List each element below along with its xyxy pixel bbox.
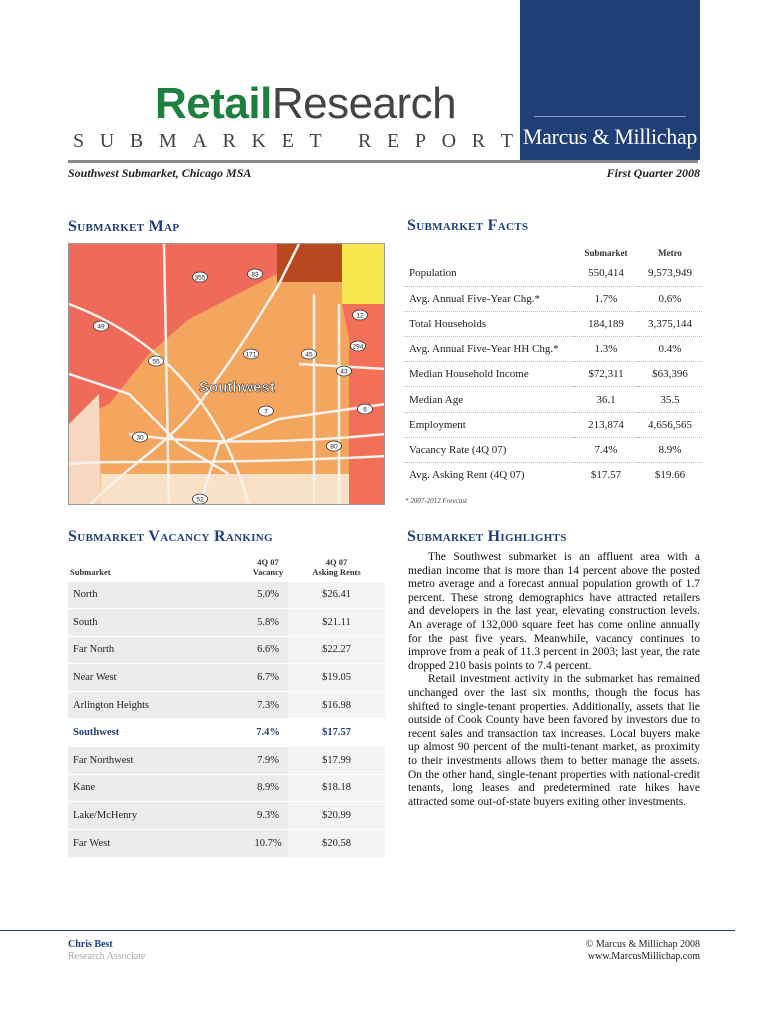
facts-header-submarket: Submarket [584, 248, 628, 258]
subtitle-letter: T [500, 130, 513, 152]
facts-metro-value: $63,396 [638, 362, 702, 387]
ranking-rent: $16.98 [288, 691, 385, 719]
author-title: Research Associate [68, 951, 146, 962]
copyright-text: © Marcus & Millichap 2008 [585, 939, 700, 950]
ranking-vacancy: 8.9% [248, 774, 288, 802]
submarket-facts-table [404, 245, 702, 488]
facts-body [404, 261, 702, 488]
subtitle-letter: S [73, 130, 85, 152]
facts-label: Avg. Asking Rent (4Q 07) [404, 463, 574, 488]
facts-label: Population [409, 267, 457, 280]
ranking-header-rent [288, 555, 385, 581]
ranking-vacancy: 10.7% [248, 829, 288, 857]
ranking-row [68, 581, 385, 609]
route-marker [351, 341, 366, 351]
facts-row [404, 311, 702, 336]
title-part-2: Research [271, 79, 457, 128]
route-marker [94, 321, 109, 331]
route-marker-label: 55 [152, 358, 160, 366]
facts-row [404, 412, 702, 437]
report-subtitle [73, 130, 513, 153]
ranking-submarket: Arlington Heights [68, 691, 248, 719]
highlights-paragraph-1: The Southwest submarket is an affluent area with a median income that is more than 14 percent above the posted metro average and a forecast annual population growth of 1.7 percent. These strong demographics have attracted retailers and developers in the last year, elevating construction levels. An average of 132,000 square feet has come online annually for the past five years. Meanwhile, vacancy continues to improve from a peak of 11.3 percent in 2003; last year, the rate dropped 210 basis points to 7.4 percent. [408, 551, 700, 672]
subtitle-letter: R [471, 130, 486, 152]
facts-submarket-value: 1.7% [574, 286, 638, 311]
ranking-rent: $26.41 [288, 581, 385, 609]
ranking-submarket: North [68, 581, 248, 609]
location-label: Southwest Submarket, Chicago MSA [68, 166, 252, 180]
facts-submarket-value: 1.3% [574, 337, 638, 362]
route-marker [149, 356, 164, 366]
section-heading-map: Submarket Map [68, 218, 180, 235]
title-rule [68, 160, 698, 163]
route-marker-label: 52 [196, 496, 204, 504]
route-marker-label: 7 [264, 408, 268, 416]
route-marker [133, 432, 148, 442]
facts-metro-value: 9,573,949 [648, 267, 692, 280]
facts-header-metro: Metro [658, 248, 682, 258]
route-marker [244, 349, 259, 359]
submarket-map [68, 243, 385, 505]
ranking-row [68, 636, 385, 664]
route-marker [302, 349, 317, 359]
route-marker-label: 171 [245, 351, 257, 359]
facts-metro-value: 3,375,144 [638, 311, 702, 336]
facts-row [404, 463, 702, 488]
ranking-rent: $21.11 [288, 609, 385, 637]
route-marker-label: 49 [97, 323, 105, 331]
facts-label: Avg. Annual Five-Year Chg.* [404, 286, 574, 311]
map-label: Southwest [199, 379, 275, 396]
facts-submarket-value: 36.1 [574, 387, 638, 412]
facts-metro-value: 8.9% [638, 437, 702, 462]
website-link[interactable]: www.MarcusMillichap.com [587, 951, 700, 962]
route-marker [248, 269, 263, 279]
facts-row [404, 362, 702, 387]
facts-metro-value: 35.5 [638, 387, 702, 412]
subtitle-letter: A [192, 130, 207, 152]
ranking-submarket: Far North [68, 636, 248, 664]
route-marker-label: 12 [356, 312, 364, 320]
facts-footnote: * 2007-2012 Forecast [405, 497, 467, 505]
highlights-paragraph-2: Retail investment activity in the submarket has remained unchanged over the last six months, though the focus has shifted to single-tenant properties. Additionally, assets that lie outside of Cook County have been favored by investors due to recent sales and transaction tax increases. Local buyers make up almost 90 percent of the multi-tenant market, as proximity to their investments allows them to better manage the assets. On the other hand, single-tenant properties with national-credit tenants, long leases and predetermined rate hikes have attracted some out-of-state buyers exiting other investments. [408, 673, 700, 808]
map-region-south [101, 474, 349, 505]
subtitle-letter: E [386, 130, 400, 152]
facts-row [404, 337, 702, 362]
ranking-rent: $17.57 [288, 719, 385, 747]
logo-divider [534, 116, 686, 117]
ranking-header-submarket: Submarket [70, 566, 111, 577]
ranking-vacancy: 6.7% [248, 664, 288, 692]
ranking-submarket: Far West [68, 829, 248, 857]
ranking-vacancy: 7.3% [248, 691, 288, 719]
ranking-header-row [68, 555, 385, 581]
facts-row [404, 286, 702, 311]
route-marker-label: 355 [194, 274, 206, 282]
ranking-row [68, 747, 385, 775]
ranking-row [68, 664, 385, 692]
footer-copyright [586, 939, 700, 963]
ranking-body [68, 581, 385, 857]
facts-label: Median Age [404, 387, 574, 412]
subtitle-letter: R [222, 130, 236, 152]
ranking-rent: $19.05 [288, 664, 385, 692]
footer-rule [0, 930, 735, 931]
route-marker-label: 30 [136, 434, 144, 442]
ranking-rent: $22.27 [288, 636, 385, 664]
facts-submarket-value: $17.57 [574, 463, 638, 488]
route-marker [353, 310, 368, 320]
ranking-row [68, 719, 385, 747]
facts-submarket-value: $72,311 [574, 362, 638, 387]
ranking-header-vacancy [248, 555, 288, 581]
route-marker [337, 366, 352, 376]
facts-label: Total Households [404, 311, 574, 336]
facts-row [404, 387, 702, 412]
ranking-vacancy: 6.6% [248, 636, 288, 664]
facts-label: Median Household Income [404, 362, 574, 387]
ranking-row [68, 609, 385, 637]
ranking-row [68, 691, 385, 719]
map-graphic [69, 244, 385, 505]
ranking-header-vacancy-line2: Vacancy [252, 566, 284, 577]
facts-row [404, 437, 702, 462]
subtitle-letter: E [281, 130, 294, 152]
facts-submarket-value: 213,874 [574, 412, 638, 437]
route-marker-label: 83 [251, 271, 259, 279]
ranking-submarket: Near West [68, 664, 248, 692]
section-heading-facts: Submarket Facts [407, 217, 529, 234]
ranking-rent: $20.58 [288, 829, 385, 857]
period-label: First Quarter 2008 [606, 166, 700, 180]
map-region-north [277, 244, 342, 282]
facts-label: Vacancy Rate (4Q 07) [404, 437, 574, 462]
facts-submarket-value: 550,414 [588, 267, 624, 280]
subtitle-letter: T [309, 130, 322, 152]
ranking-rent: $18.18 [288, 774, 385, 802]
ranking-submarket: Far Northwest [68, 747, 248, 775]
ranking-submarket: South [68, 609, 248, 637]
route-marker-label: 294 [352, 343, 364, 351]
subtitle-letter: K [251, 130, 266, 152]
title-part-1: Retail [155, 79, 272, 128]
ranking-vacancy: 7.4% [248, 719, 288, 747]
ranking-vacancy: 5.0% [248, 581, 288, 609]
ranking-vacancy: 9.3% [248, 802, 288, 830]
highlights-text [408, 551, 700, 809]
ranking-submarket: Kane [68, 774, 248, 802]
subtitle-letter: O [441, 130, 457, 152]
vacancy-ranking-table [68, 555, 385, 857]
route-marker [358, 404, 373, 414]
report-title [155, 76, 456, 132]
ranking-rent: $17.99 [288, 747, 385, 775]
route-marker-label: 80 [330, 443, 338, 451]
ranking-header-vacancy-line1: 4Q 07 [257, 556, 279, 567]
ranking-header-rent-line1: 4Q 07 [325, 556, 348, 567]
ranking-row [68, 802, 385, 830]
ranking-submarket: Southwest [68, 719, 248, 747]
route-marker [193, 494, 208, 504]
ranking-row [68, 774, 385, 802]
subtitle-letter: B [129, 130, 144, 152]
subtitle-letter: M [158, 130, 177, 152]
facts-submarket-value: 184,189 [574, 311, 638, 336]
ranking-vacancy: 5.8% [248, 609, 288, 637]
author-name: Chris Best [68, 939, 113, 950]
route-marker [327, 441, 342, 451]
subtitle-letter: P [414, 130, 426, 152]
ranking-row [68, 829, 385, 857]
facts-metro-value: $19.66 [638, 463, 702, 488]
facts-metro-value: 4,656,565 [638, 412, 702, 437]
subtitle-letter: U [99, 130, 115, 152]
brand-logo [520, 0, 700, 160]
facts-metro-value: 0.4% [638, 337, 702, 362]
facts-label: Employment [404, 412, 574, 437]
facts-header-row [404, 245, 702, 261]
facts-label: Avg. Annual Five-Year HH Chg.* [404, 337, 574, 362]
map-region-northeast [342, 244, 385, 304]
brand-name: Marcus & Millichap [522, 124, 698, 149]
route-marker-label: 6 [363, 406, 367, 414]
facts-row [404, 261, 702, 286]
subtitle-letter [337, 130, 342, 153]
facts-submarket-value: 7.4% [574, 437, 638, 462]
route-marker-label: 45 [305, 351, 313, 359]
ranking-header-rent-line2: Asking Rents [312, 566, 361, 577]
facts-header-blank [404, 245, 574, 261]
facts-metro-value: 0.6% [638, 286, 702, 311]
ranking-submarket: Lake/McHenry [68, 802, 248, 830]
section-heading-ranking: Submarket Vacancy Ranking [68, 528, 273, 545]
route-marker [259, 406, 274, 416]
ranking-vacancy: 7.9% [248, 747, 288, 775]
section-heading-highlights: Submarket Highlights [407, 528, 567, 545]
ranking-rent: $20.99 [288, 802, 385, 830]
route-marker [193, 272, 208, 282]
route-marker-label: 43 [340, 368, 348, 376]
subtitle-letter: R [357, 130, 372, 152]
